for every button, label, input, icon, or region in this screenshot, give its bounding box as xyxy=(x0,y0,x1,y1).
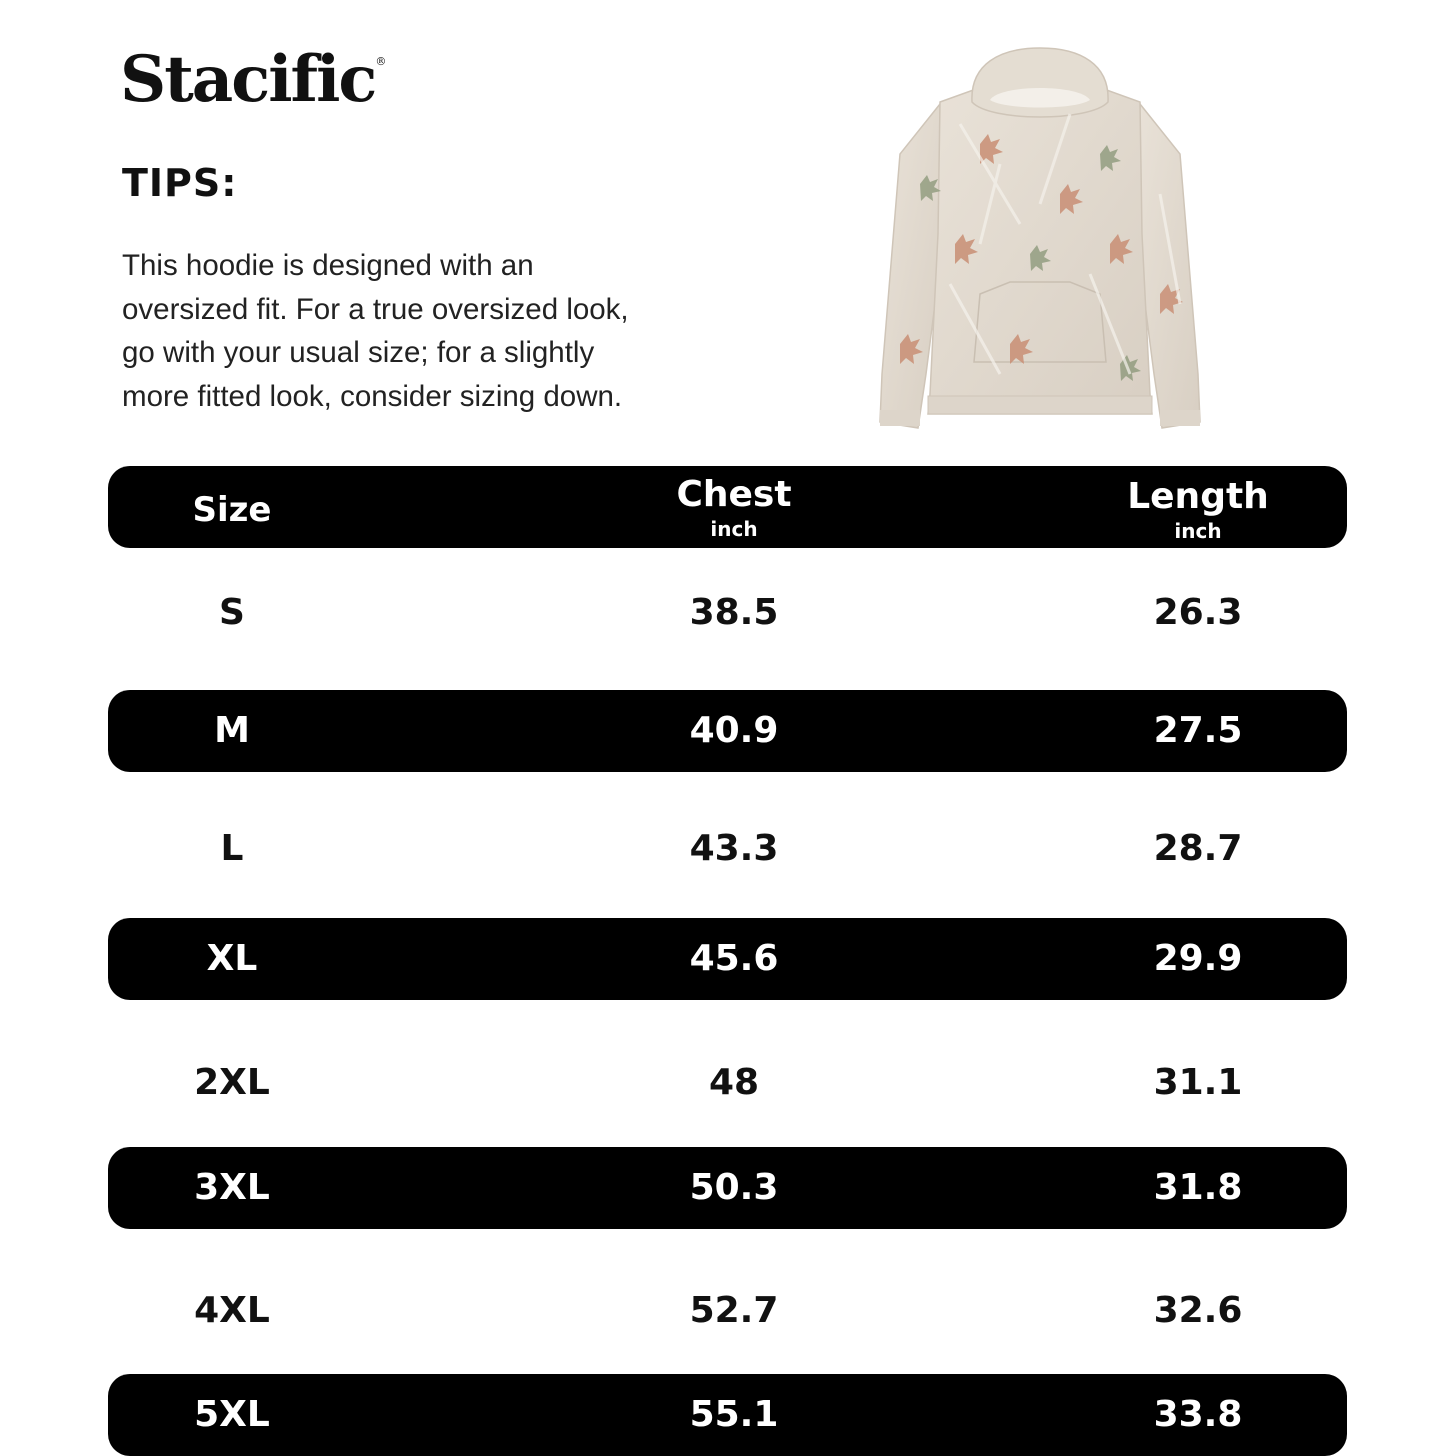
size-cell: L xyxy=(220,828,244,869)
table-row xyxy=(108,1147,1347,1229)
table-row xyxy=(108,1374,1347,1456)
table-row xyxy=(108,690,1347,772)
size-cell: M xyxy=(214,710,250,751)
chest-cell: 40.9 xyxy=(689,710,779,751)
header-chest-label: Chest xyxy=(676,474,792,515)
size-cell: 4XL xyxy=(194,1290,270,1331)
tips-line: more fitted look, consider sizing down. xyxy=(122,379,623,413)
chest-cell: 52.7 xyxy=(689,1290,779,1331)
length-cell: 26.3 xyxy=(1153,592,1243,633)
length-cell: 31.1 xyxy=(1153,1062,1243,1103)
header-length xyxy=(1127,476,1269,558)
length-cell: 27.5 xyxy=(1153,710,1243,751)
chest-cell: 48 xyxy=(708,1062,760,1103)
size-cell: 2XL xyxy=(194,1062,270,1103)
tips-text xyxy=(122,244,682,418)
table-row xyxy=(108,808,1347,890)
chest-cell: 43.3 xyxy=(689,828,779,869)
header-chest xyxy=(676,474,791,556)
chest-cell: 50.3 xyxy=(689,1167,779,1208)
length-cell: 29.9 xyxy=(1153,938,1243,979)
tips-line: This hoodie is designed with an xyxy=(122,249,534,282)
table-row xyxy=(108,1042,1347,1124)
header-length-unit: inch xyxy=(1174,519,1222,543)
length-cell: 28.7 xyxy=(1153,828,1243,869)
table-row xyxy=(108,572,1347,654)
size-cell: S xyxy=(219,592,245,633)
length-cell: 33.8 xyxy=(1153,1394,1243,1435)
chest-cell: 55.1 xyxy=(689,1394,779,1435)
header-length-label: Length xyxy=(1127,476,1269,517)
size-cell: XL xyxy=(206,938,258,979)
table-row xyxy=(108,1270,1347,1352)
tips-line: oversized fit. For a true oversized look, xyxy=(122,292,629,326)
chest-cell: 45.6 xyxy=(689,938,779,979)
tips-title: TIPS: xyxy=(122,161,238,205)
size-cell: 3XL xyxy=(194,1167,270,1208)
header-chest-unit: inch xyxy=(710,517,758,541)
table-header xyxy=(108,466,1347,548)
brand-name: Stacific xyxy=(120,42,376,117)
header-size: Size xyxy=(192,490,272,530)
size-cell: 5XL xyxy=(194,1394,270,1435)
hoodie-image xyxy=(860,44,1220,436)
chest-cell: 38.5 xyxy=(689,592,779,633)
length-cell: 31.8 xyxy=(1153,1167,1243,1208)
registered-mark: ® xyxy=(375,55,387,68)
brand-logo xyxy=(120,42,387,117)
table-row xyxy=(108,918,1347,1000)
tips-line: go with your usual size; for a slightly xyxy=(122,336,595,369)
length-cell: 32.6 xyxy=(1153,1290,1243,1331)
